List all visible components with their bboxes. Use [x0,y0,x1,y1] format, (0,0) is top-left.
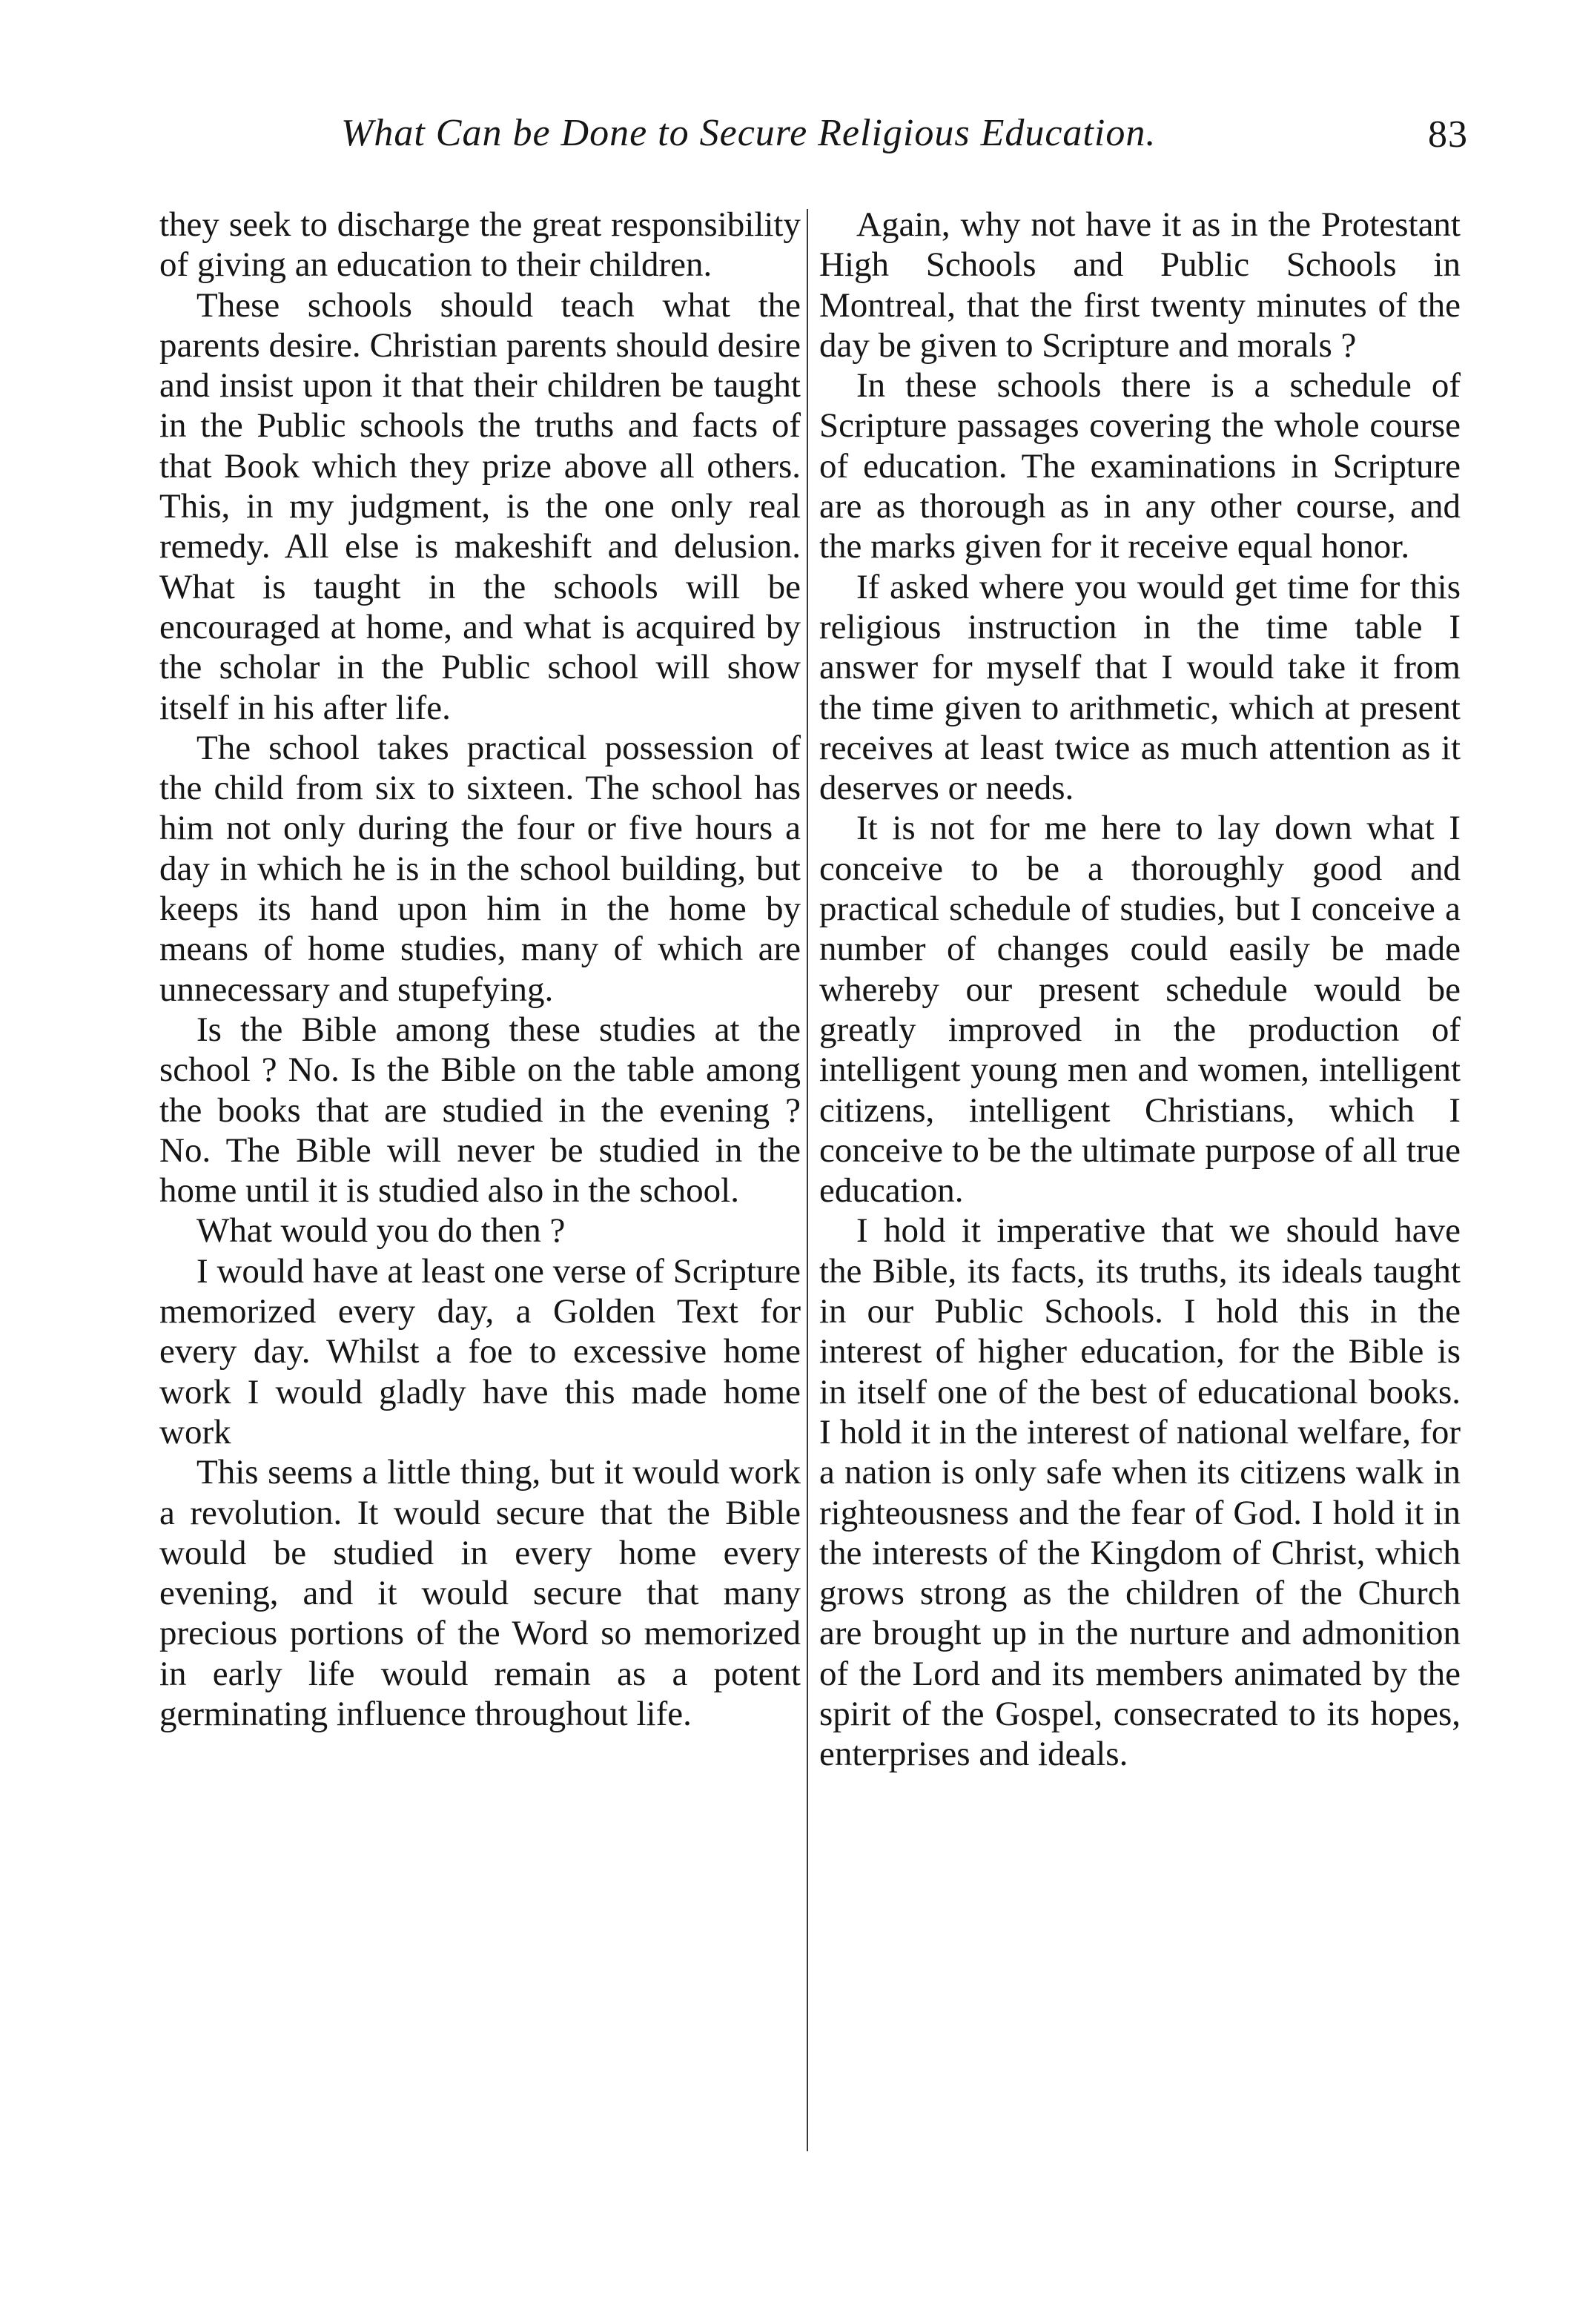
page-number: 83 [1428,113,1468,156]
paragraph: What would you do then ? [196,1211,566,1251]
paragraph: In these schools there is a schedule of Scripture passages covering the whole course of education. The examinations in Scripture are as thorough as in any other course, and the marks given for it receive equal honor. [819,366,1461,566]
paragraph: I hold it imperative that we should have the Bible, its facts, its truths, its ideals taught in our Public Schools. I hold this in the interest of higher education, for the Bible is in itself one of the best of educational books. I hold it in the interest of national welfare, for a nation is only safe when its citizens walk in righteousness and the fear of God. I hold it in the interests of the Kingdom of Christ, which grows strong as the children of the Church are brought up in the nurture and admonition of the Lord and its members animated by the spirit of the Gospel, consecrated to its hopes, enterprises and ideals. [819,1211,1461,1774]
paragraph: Again, why not have it as in the Protestant High Schools and Public Schools in Montreal, that the first twenty minutes of the day be given to Scripture and morals ? [819,205,1461,365]
running-title: What Can be Done to Secure Religious Education. [341,112,1157,154]
left-column [159,205,801,1734]
paragraph: This seems a little thing, but it would work a revolution. It would secure that the Bible would be studied in every home every evening, and it would secure that many precious portions of the Word so memorized in early life would remain as a potent germinating influence throughout life. [159,1453,801,1733]
paragraph: If asked where you would get time for this religious instruction in the time table I answer for myself that I would take it from the time given to arithmetic, which at present receives at least twice as much attention as it deserves or needs. [819,567,1461,808]
column-divider [807,209,808,2151]
paragraph: Is the Bible among these studies at the school ? No. Is the Bible on the table among the books that are studied in the evening ? No. The Bible will never be studied in the home until it is studied also in the school. [159,1010,801,1211]
page-header [297,111,1468,171]
paragraph: These schools should teach what the parents desire. Christian parents should desire and insist upon it that their children be taught in the Public schools the truths and facts of that Book which they prize above all others. This, in my judgment, is the one only real remedy. All else is makeshift and delusion. What is taught in the schools will be encouraged at home, and what is acquired by the scholar in the Public school will show itself in his after life. [159,285,801,727]
paragraph: they seek to discharge the great responsibility of giving an education to their children. [159,205,801,285]
paragraph: I would have at least one verse of Scripture memorized every day, a Golden Text for every day. Whilst a foe to excessive home work I would gladly have this made home work [159,1251,801,1451]
right-column [819,205,1461,1775]
paragraph: The school takes practical possession of the child from six to sixteen. The school has him not only during the four or five hours a day in which he is in the school building, but keeps its hand upon him in the home by means of home studies, many of which are unnecessary and stupefying. [159,728,801,1009]
paragraph: It is not for me here to lay down what I conceive to be a thoroughly good and practical schedule of studies, but I conceive a number of changes could easily be made whereby our present schedule would be greatly improved in the production of intelligent young men and women, intelligent citizens, intelligent Christians, which I conceive to be the ultimate purpose of all true education. [819,809,1461,1211]
